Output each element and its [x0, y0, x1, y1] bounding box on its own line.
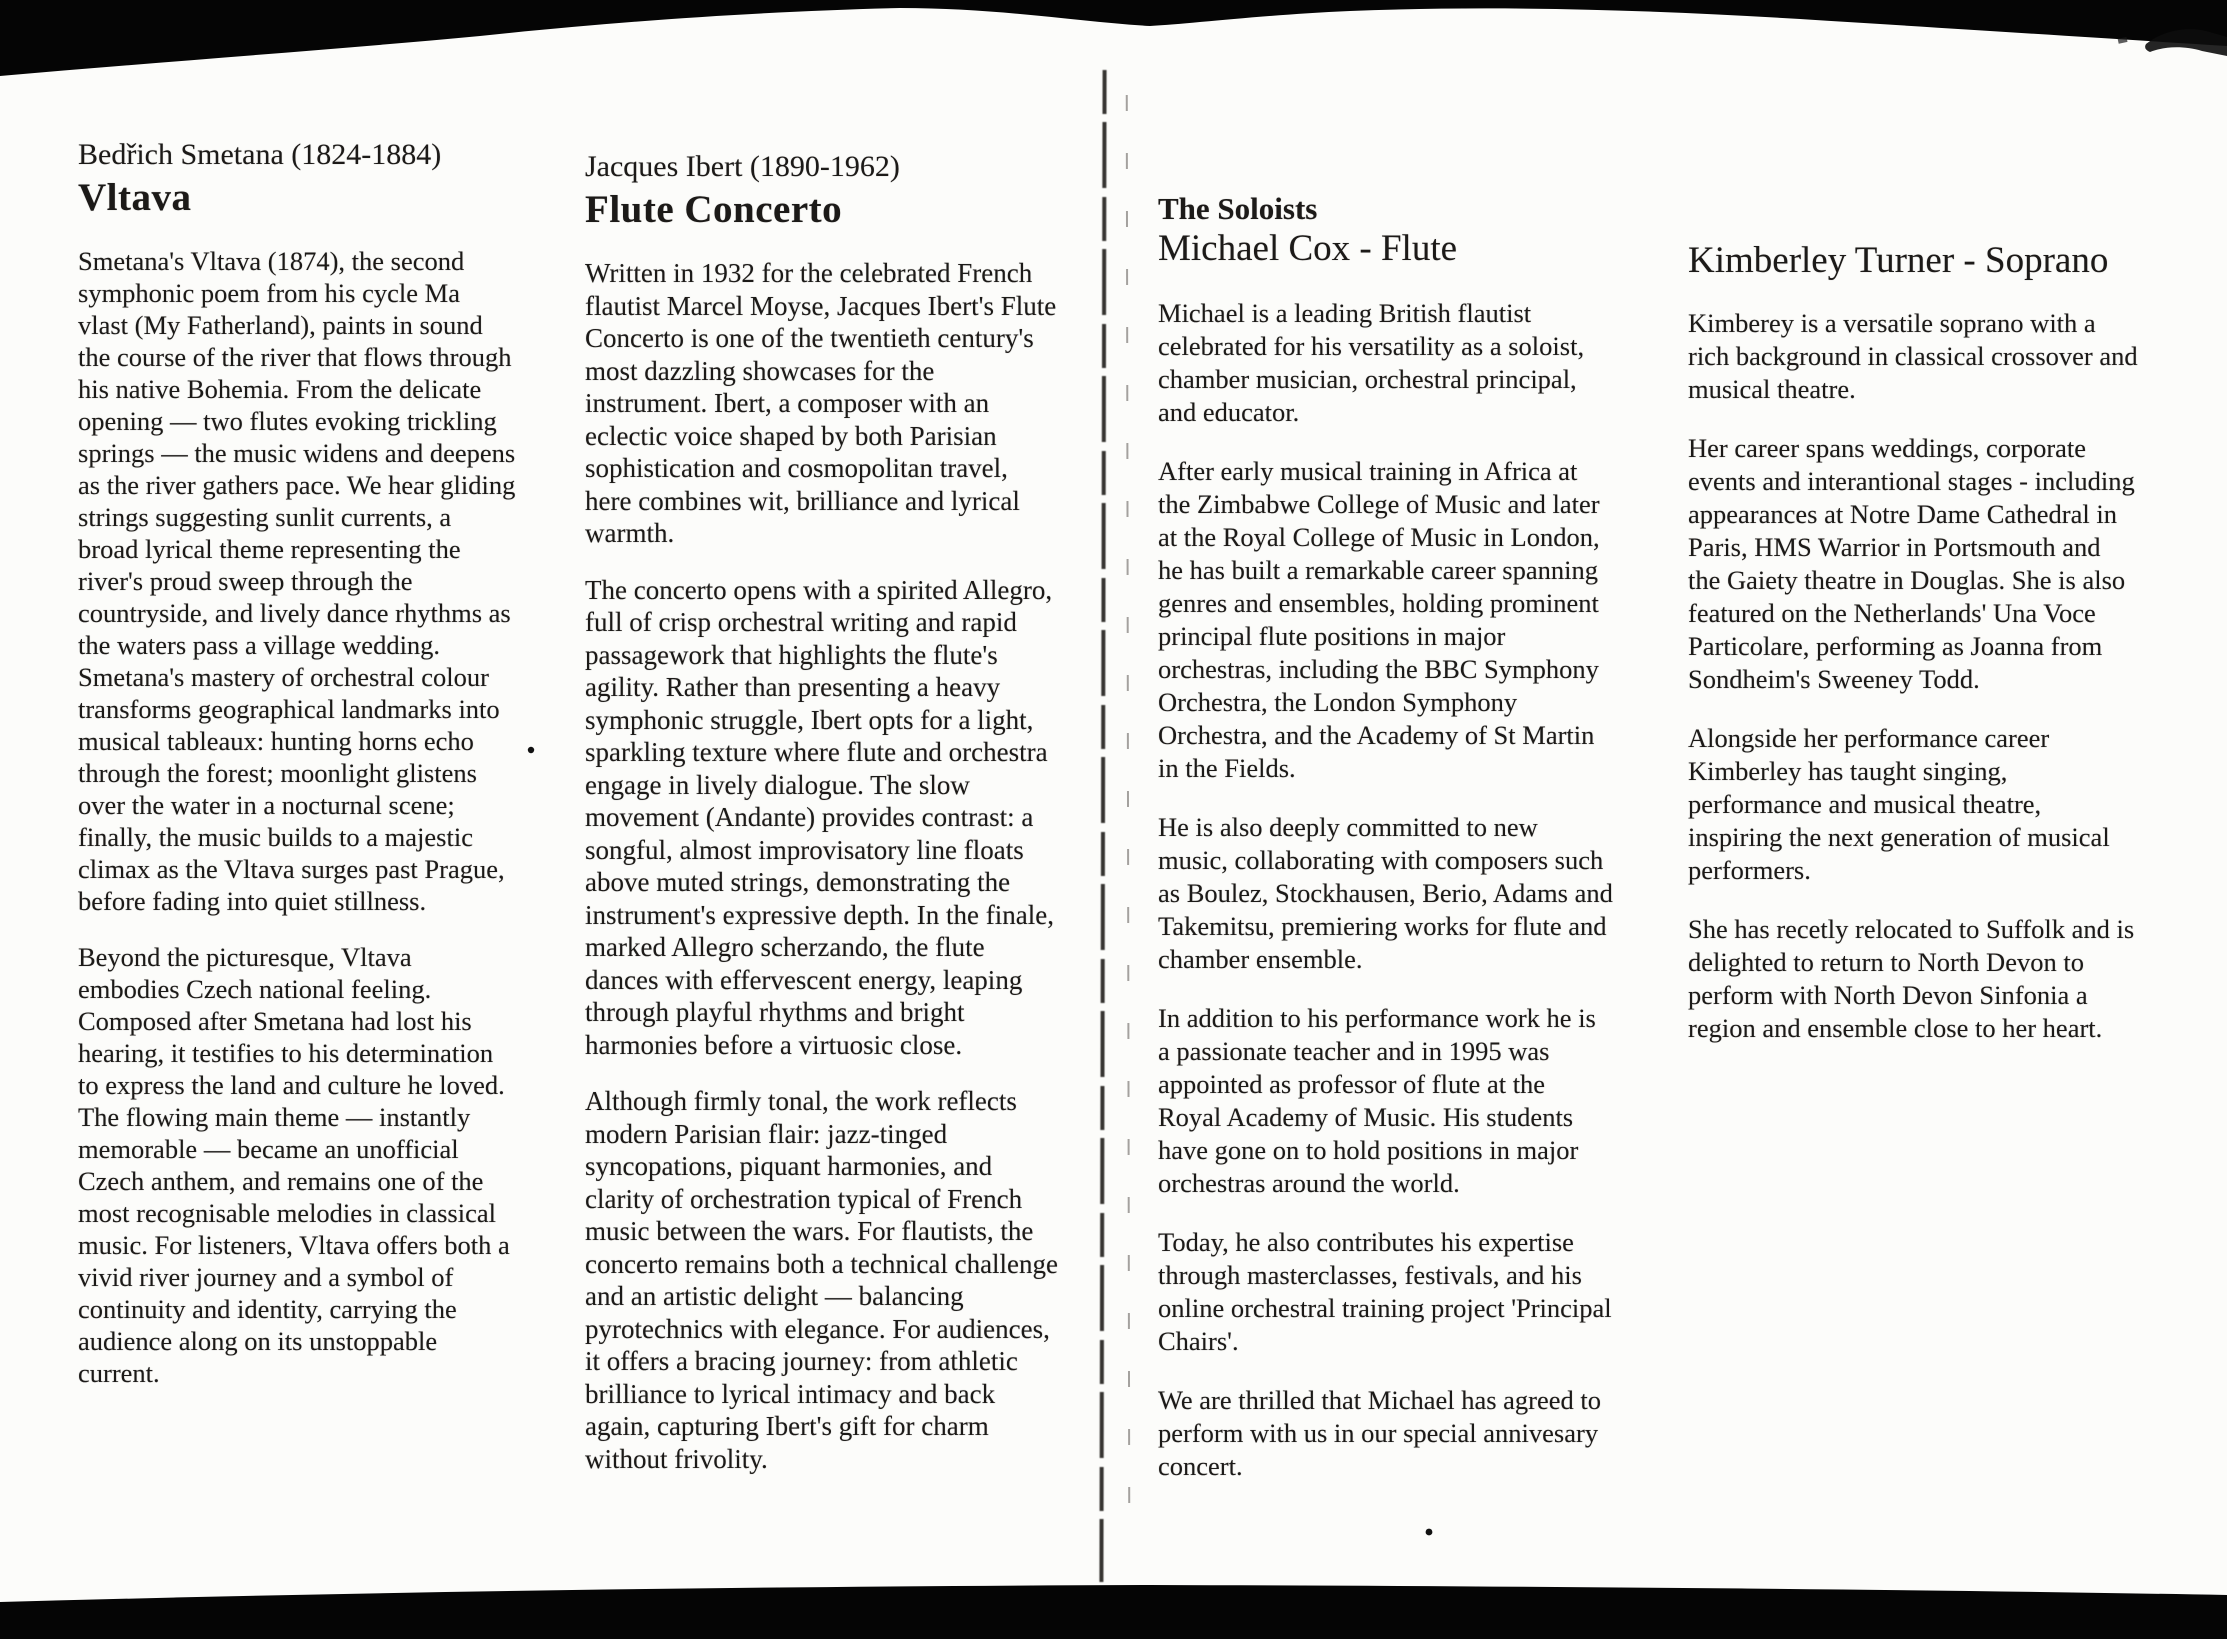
smetana-paragraph-2: Beyond the picturesque, Vltava embodies Czech national feeling. Composed after Smetana had lost his hearing, it testifies to his determination to express the land and culture he loved. The flowing main theme — instantly memorable — became an unofficial Czech anthem, and remains one of the most recognisable melodies in classical music. For listeners, Vltava offers both a vivid river journey and a symbol of continuity and identity, carrying the audience along on its unstoppable current. [78, 942, 510, 1389]
work-title-vltava: Vltava [78, 175, 192, 219]
michael-paragraph-5: Today, he also contributes his expertise through masterclasses, festivals, and his online orchestral training project 'Principal Chairs'. [1158, 1226, 1612, 1356]
work-title-flute-concerto: Flute Concerto [585, 187, 843, 231]
scan-corner-fleck [2118, 37, 2128, 44]
kimberley-paragraph-2: Her career spans weddings, corporate events and interantional stages - including appearances at Notre Dame Cathedral in Paris, HMS Warrior in Portsmouth and the Gaiety theatre in Douglas. She is also featured on the Netherlands' Una Voce Particolare, performing as Joanna from Sondheim's Sweeney Todd. [1688, 432, 2135, 694]
ibert-paragraph-1: Written in 1932 for the celebrated French flautist Marcel Moyse, Jacques Ibert's Flute Concerto is one of the twentieth century's most dazzling showcases for the instrument. Ibert, a composer with an eclectic voice shaped by both Parisian sophistication and cosmopolitan travel, here combines wit, brilliance and lyrical warmth. [585, 258, 1057, 549]
smetana-paragraph-1: Smetana's Vltava (1874), the second symphonic poem from his cycle Ma vlast (My Fatherland), paints in sound the course of the river that flows through his native Bohemia. From the delicate opening — two flutes evoking trickling springs — the music widens and deepens as the river gathers pace. We hear gliding strings suggesting sunlit currents, a broad lyrical theme representing the river's proud sweep through the countryside, and lively dance rhythms as the waters pass a village wedding. Smetana's mastery of orchestral colour transforms geographical landmarks into musical tableaux: hunting horns echo through the forest; moonlight glistens over the water in a nocturnal scene; finally, the music builds to a majestic climax as the Vltava surges past Prague, before fading into quiet stillness. [78, 246, 516, 917]
soloist-name-kimberley-turner: Kimberley Turner - Soprano [1688, 240, 2109, 281]
page-fold-crease-secondary [1126, 95, 1130, 1515]
michael-paragraph-6: We are thrilled that Michael has agreed to perform with us in our special annivesary concert. [1158, 1384, 1602, 1481]
michael-paragraph-2: After early musical training in Africa at the Zimbabwe College of Music and later at the Royal College of Music in London, he has built a remarkable career spanning genres and ensembles, holding prominent principal flute positions in major orchestras, including the BBC Symphony Orchestra, the London Symphony Orchestra, and the Academy of St Martin in the Fields. [1158, 455, 1600, 783]
smetana-programme-note [78, 138, 516, 1413]
scan-corner-smudge [2145, 29, 2227, 56]
soloist-name-michael-cox: Michael Cox - Flute [1158, 228, 1458, 270]
soloists-section-heading: The Soloists [1158, 191, 1318, 226]
michael-paragraph-3: He is also deeply committed to new music, collaborating with composers such as Boulez, Stockhausen, Berio, Adams and Takemitsu, premiering works for flute and chamber ensemble. [1158, 811, 1613, 974]
ibert-paragraph-3: Although firmly tonal, the work reflects modern Parisian flair: jazz-tinged syncopations, piquant harmonies, and clarity of orchestration typical of French music between the wars. For flautists, the concerto remains both a technical challenge and an artistic delight — balancing pyrotechnics with elegance. For audiences, it offers a bracing journey: from athletic brilliance to lyrical intimacy and back again, capturing Ibert's gift for charm without frivolity. [585, 1086, 1059, 1474]
soloist-kimberley-turner-bio [1688, 238, 2138, 1071]
kimberley-paragraph-4: She has recetly relocated to Suffolk and is delighted to return to North Devon to perform with North Devon Sinfonia a region and ensemble close to her heart. [1688, 913, 2135, 1043]
scan-speck-left [528, 747, 534, 753]
page-fold-crease [1099, 70, 1106, 1582]
kimberley-paragraph-3: Alongside her performance career Kimberley has taught singing, performance and musical theatre, inspiring the next generation of musical performers. [1688, 722, 2110, 885]
scan-top-edge-band [0, 0, 2227, 76]
michael-paragraph-1: Michael is a leading British flautist celebrated for his versatility as a soloist, chamber musician, orchestral principal, and educator. [1158, 297, 1585, 427]
ibert-paragraph-2: The concerto opens with a spirited Allegro, full of crisp orchestral writing and rapid passagework that highlights the flute's agility. Rather than presenting a heavy symphonic struggle, Ibert opts for a light, sparkling texture where flute and orchestra engage in lively dialogue. The slow movement (Andante) provides contrast: a songful, almost improvisatory line floats above muted strings, demonstrating the instrument's expressive depth. In the finale, marked Allegro scherzando, the flute dances with effervescent energy, leaping through playful rhythms and bright harmonies before a virtuosic close. [585, 574, 1054, 1060]
scan-bottom-edge-band [0, 1585, 2227, 1639]
composer-heading-smetana: Bedřich Smetana (1824-1884) [78, 138, 442, 171]
soloist-michael-cox-bio [1158, 192, 1614, 1509]
scan-speck-right [1426, 1529, 1433, 1536]
kimberley-paragraph-1: Kimberey is a versatile soprano with a rich background in classical crossover and musical theatre. [1688, 307, 2138, 404]
michael-paragraph-4: In addition to his performance work he is a passionate teacher and in 1995 was appointed as professor of flute at the Royal Academy of Music. His students have gone on to hold positions in major orchestras around the world. [1158, 1002, 1596, 1198]
composer-heading-ibert: Jacques Ibert (1890-1962) [585, 150, 900, 183]
ibert-programme-note [585, 150, 1059, 1499]
